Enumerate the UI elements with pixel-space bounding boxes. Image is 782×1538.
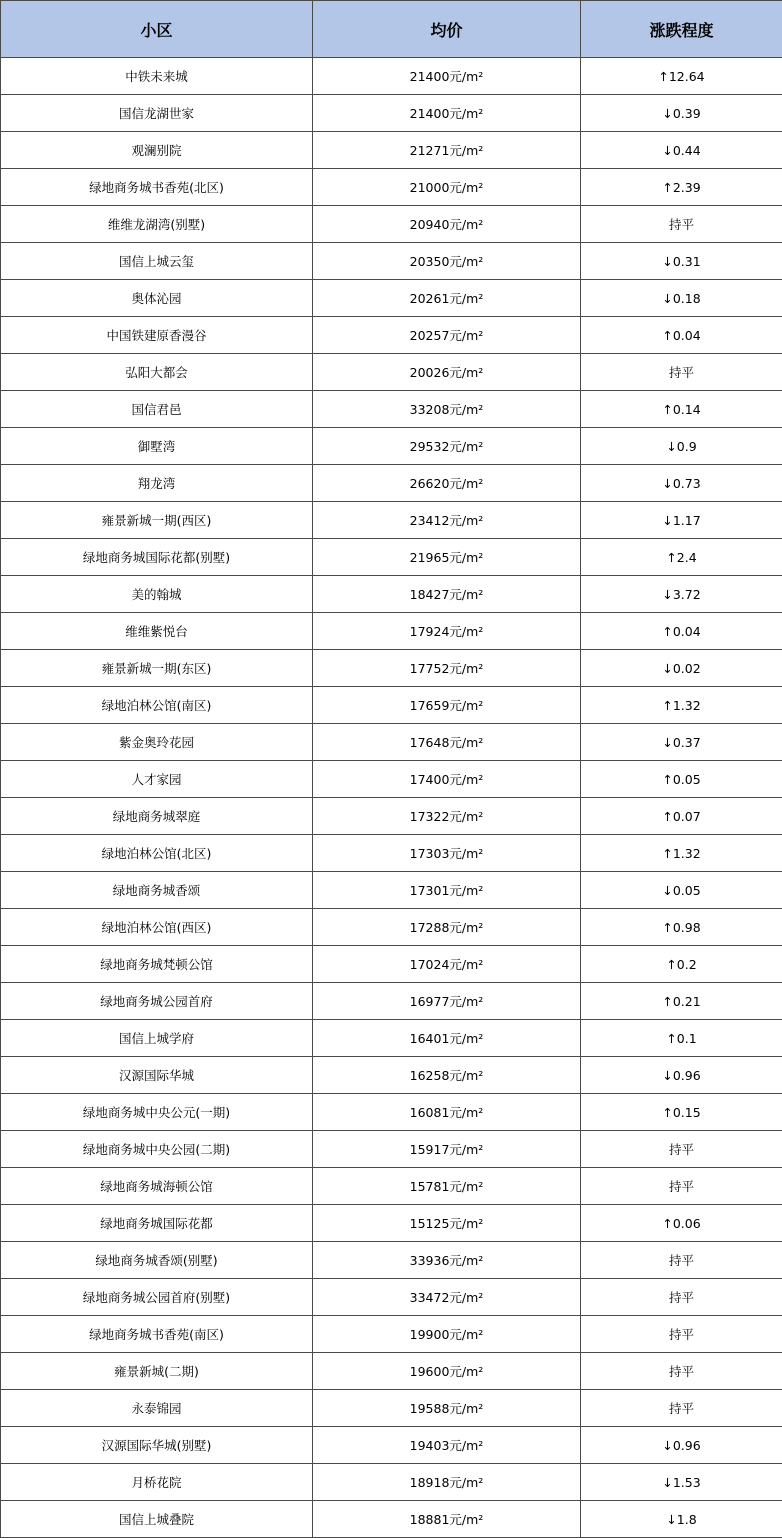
change-cell: ↑0.05 [581,761,782,798]
table-row [1,206,782,243]
table-row [1,1353,782,1390]
community-cell: 雍景新城一期(西区) [1,502,313,539]
community-cell: 永泰锦园 [1,1390,313,1427]
avg-price-cell: 20940元/m² [313,206,581,243]
table-row [1,1242,782,1279]
table-row [1,1020,782,1057]
avg-price-cell: 19600元/m² [313,1353,581,1390]
avg-price-cell: 33472元/m² [313,1279,581,1316]
community-cell: 人才家园 [1,761,313,798]
table-row [1,391,782,428]
table-row [1,576,782,613]
avg-price-cell: 21400元/m² [313,58,581,95]
table-row [1,243,782,280]
community-cell: 绿地商务城香颂 [1,872,313,909]
change-cell: ↓0.96 [581,1057,782,1094]
avg-price-cell: 16977元/m² [313,983,581,1020]
avg-price-cell: 21965元/m² [313,539,581,576]
community-cell: 雍景新城一期(东区) [1,650,313,687]
table-row [1,1464,782,1501]
change-cell: ↑0.1 [581,1020,782,1057]
community-cell: 国信上城学府 [1,1020,313,1057]
header-community: 小区 [1,1,313,58]
avg-price-cell: 18918元/m² [313,1464,581,1501]
change-cell: ↑2.4 [581,539,782,576]
avg-price-cell: 26620元/m² [313,465,581,502]
avg-price-cell: 20350元/m² [313,243,581,280]
avg-price-cell: 19588元/m² [313,1390,581,1427]
table-row [1,835,782,872]
avg-price-cell: 21271元/m² [313,132,581,169]
table-row [1,95,782,132]
change-cell: 持平 [581,1279,782,1316]
avg-price-cell: 15125元/m² [313,1205,581,1242]
change-cell: ↑0.2 [581,946,782,983]
change-cell: 持平 [581,354,782,391]
header-row [1,1,782,58]
community-cell: 绿地商务城翠庭 [1,798,313,835]
table-row [1,354,782,391]
table-row [1,1057,782,1094]
avg-price-cell: 33936元/m² [313,1242,581,1279]
community-cell: 绿地商务城公园首府(别墅) [1,1279,313,1316]
community-cell: 绿地商务城公园首府 [1,983,313,1020]
community-cell: 绿地商务城书香苑(南区) [1,1316,313,1353]
community-cell: 月桥花院 [1,1464,313,1501]
community-cell: 绿地商务城中央公园(二期) [1,1131,313,1168]
community-cell: 弘阳大都会 [1,354,313,391]
community-cell: 国信上城叠院 [1,1501,313,1538]
avg-price-cell: 16258元/m² [313,1057,581,1094]
avg-price-cell: 18881元/m² [313,1501,581,1538]
table-row [1,317,782,354]
change-cell: ↓0.96 [581,1427,782,1464]
change-cell: ↓0.37 [581,724,782,761]
header-avg-price: 均价 [313,1,581,58]
community-cell: 雍景新城(二期) [1,1353,313,1390]
table-row [1,761,782,798]
change-cell: 持平 [581,1316,782,1353]
avg-price-cell: 17024元/m² [313,946,581,983]
community-cell: 国信上城云玺 [1,243,313,280]
change-cell: ↓0.44 [581,132,782,169]
community-cell: 中国铁建原香漫谷 [1,317,313,354]
avg-price-cell: 15917元/m² [313,1131,581,1168]
avg-price-cell: 17301元/m² [313,872,581,909]
table-header [1,1,782,58]
community-cell: 维维紫悦台 [1,613,313,650]
table-row [1,650,782,687]
avg-price-cell: 21400元/m² [313,95,581,132]
change-cell: ↑0.98 [581,909,782,946]
community-cell: 奥体沁园 [1,280,313,317]
community-cell: 汉源国际华城(别墅) [1,1427,313,1464]
avg-price-cell: 18427元/m² [313,576,581,613]
avg-price-cell: 16081元/m² [313,1094,581,1131]
change-cell: ↑12.64 [581,58,782,95]
community-cell: 紫金奥玲花园 [1,724,313,761]
change-cell: ↑0.04 [581,613,782,650]
community-cell: 中铁未来城 [1,58,313,95]
change-cell: ↑0.07 [581,798,782,835]
change-cell: 持平 [581,1168,782,1205]
avg-price-cell: 20026元/m² [313,354,581,391]
community-cell: 绿地商务城中央公元(一期) [1,1094,313,1131]
change-cell: 持平 [581,1131,782,1168]
avg-price-cell: 20257元/m² [313,317,581,354]
change-cell: ↓0.02 [581,650,782,687]
community-cell: 绿地商务城海顿公馆 [1,1168,313,1205]
community-cell: 绿地泊林公馆(南区) [1,687,313,724]
table-row [1,724,782,761]
avg-price-cell: 23412元/m² [313,502,581,539]
community-cell: 观澜别院 [1,132,313,169]
avg-price-cell: 15781元/m² [313,1168,581,1205]
change-cell: 持平 [581,206,782,243]
change-cell: ↓1.53 [581,1464,782,1501]
change-cell: ↓3.72 [581,576,782,613]
avg-price-cell: 17288元/m² [313,909,581,946]
avg-price-cell: 19900元/m² [313,1316,581,1353]
table-row [1,687,782,724]
table-row [1,280,782,317]
table-row [1,465,782,502]
avg-price-cell: 19403元/m² [313,1427,581,1464]
table-row [1,946,782,983]
table-row [1,539,782,576]
table-row [1,1316,782,1353]
community-cell: 绿地商务城国际花都 [1,1205,313,1242]
community-cell: 汉源国际华城 [1,1057,313,1094]
table-row [1,1168,782,1205]
avg-price-cell: 20261元/m² [313,280,581,317]
avg-price-cell: 33208元/m² [313,391,581,428]
table-row [1,613,782,650]
change-cell: ↑2.39 [581,169,782,206]
table-row [1,1205,782,1242]
community-cell: 翔龙湾 [1,465,313,502]
change-cell: ↑0.15 [581,1094,782,1131]
change-cell: ↓0.18 [581,280,782,317]
change-cell: 持平 [581,1242,782,1279]
table-row [1,1427,782,1464]
avg-price-cell: 17400元/m² [313,761,581,798]
table-row [1,1501,782,1538]
table-row [1,132,782,169]
table-row [1,169,782,206]
community-cell: 绿地商务城国际花都(别墅) [1,539,313,576]
community-cell: 美的翰城 [1,576,313,613]
avg-price-cell: 16401元/m² [313,1020,581,1057]
change-cell: ↑0.04 [581,317,782,354]
change-cell: ↑0.06 [581,1205,782,1242]
change-cell: ↓1.17 [581,502,782,539]
avg-price-cell: 17322元/m² [313,798,581,835]
header-change: 涨跌程度 [581,1,782,58]
change-cell: ↑0.21 [581,983,782,1020]
community-cell: 绿地泊林公馆(西区) [1,909,313,946]
community-cell: 维维龙湖湾(别墅) [1,206,313,243]
table-row [1,502,782,539]
community-cell: 绿地商务城梵顿公馆 [1,946,313,983]
table-row [1,1390,782,1427]
change-cell: ↓0.9 [581,428,782,465]
community-cell: 国信君邑 [1,391,313,428]
change-cell: ↓0.31 [581,243,782,280]
change-cell: ↓0.39 [581,95,782,132]
community-cell: 绿地商务城书香苑(北区) [1,169,313,206]
avg-price-cell: 17924元/m² [313,613,581,650]
avg-price-cell: 17659元/m² [313,687,581,724]
table-row [1,872,782,909]
change-cell: ↓1.8 [581,1501,782,1538]
table-row [1,1279,782,1316]
table-row [1,909,782,946]
table-row [1,428,782,465]
avg-price-cell: 29532元/m² [313,428,581,465]
table-row [1,1131,782,1168]
change-cell: ↑1.32 [581,687,782,724]
avg-price-cell: 17303元/m² [313,835,581,872]
change-cell: ↓0.05 [581,872,782,909]
table-row [1,983,782,1020]
change-cell: ↑0.14 [581,391,782,428]
change-cell: 持平 [581,1390,782,1427]
avg-price-cell: 17752元/m² [313,650,581,687]
table-row [1,58,782,95]
community-cell: 绿地泊林公馆(北区) [1,835,313,872]
change-cell: 持平 [581,1353,782,1390]
table-row [1,798,782,835]
change-cell: ↑1.32 [581,835,782,872]
community-cell: 国信龙湖世家 [1,95,313,132]
table-body [1,58,782,1538]
avg-price-cell: 21000元/m² [313,169,581,206]
change-cell: ↓0.73 [581,465,782,502]
community-cell: 绿地商务城香颂(别墅) [1,1242,313,1279]
table-row [1,1094,782,1131]
community-cell: 御墅湾 [1,428,313,465]
avg-price-cell: 17648元/m² [313,724,581,761]
